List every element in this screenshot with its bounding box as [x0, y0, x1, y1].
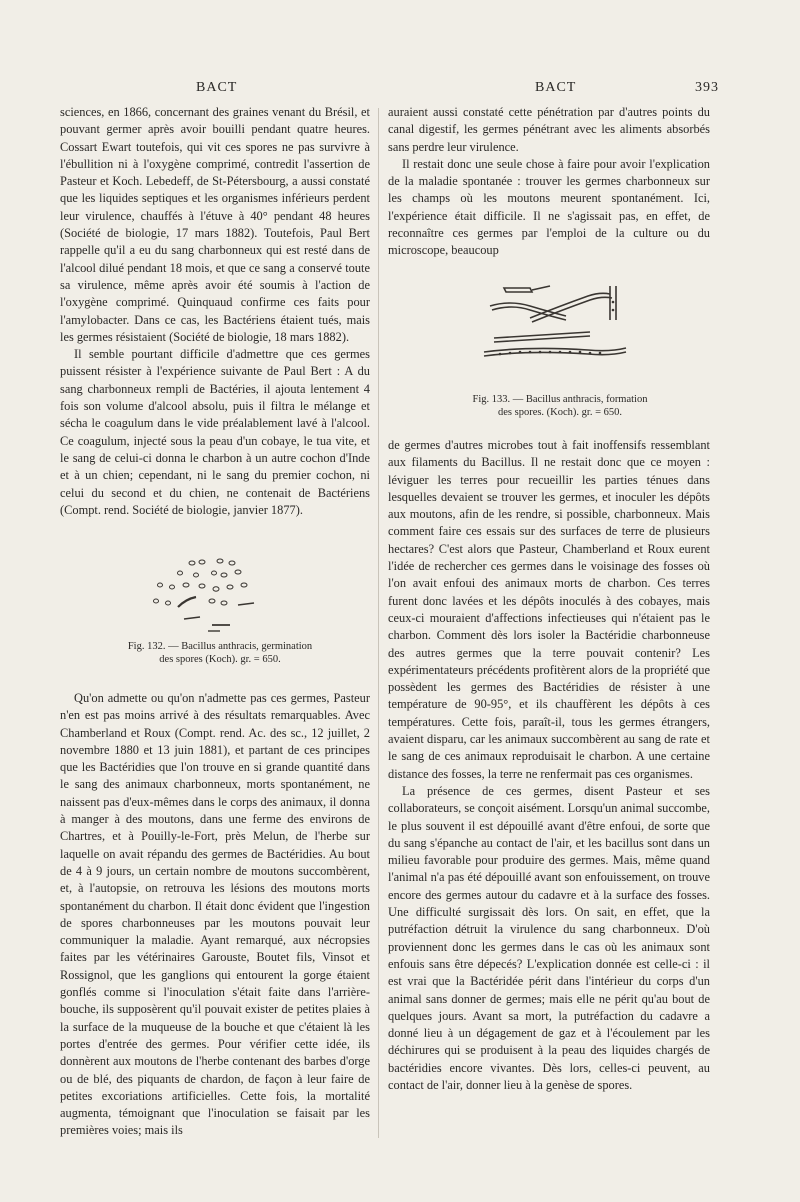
right-column-bottom — [388, 437, 710, 1094]
right-paragraph-4: La présence de ces germes, disent Pasteur et ses collaborateurs, se conçoit aisément. Lorsqu'un animal succombe, le plus souvent il est dépouillé avant d'être enfoui, de sorte que du sang s'épanche au contact de l'air, et les bacillus sont dans un milieu favorable pour produire des germes. Mais, même quand l'animal n'a pas été dépouillé avant son enfouissement, on trouve encore des germes autour du cadavre et à la surface des fosses. Une difficulté surgissait dès lors. On sait, en effet, que la putréfaction détruit la virulence du sang charbonneux. D'où proviennent donc les germes dans le cas où les animaux sont enfouis sans être dépecés? L'explication donnée est celle-ci : il est vrai que la Bactéridée périt dans l'intérieur du corps d'un animal sans donner de germes; mais elle ne périt qu'au bout de quelques jours. Avant sa mort, la putréfaction du cadavre a donné lieu à un dégagement de gaz et à l'écoulement par les déchirures qui se produisent à la peau des liquides chargés de bactéridies encore vivantes. Dès lors, celles-ci peuvent, au contact de l'air, donner lieu à la genèse de spores. — [388, 783, 710, 1092]
spore-formation-illustration — [470, 276, 650, 388]
left-column-bottom — [60, 690, 370, 1140]
right-paragraph-1: auraient aussi constaté cette pénétration par d'autres points du canal digestif, les germes pénétrant avec les aliments absorbés sans perdre leur virulence. — [388, 105, 710, 154]
figure-132-caption: Fig. 132. — Bacillus anthracis, germination des spores (Koch). gr. = 650. — [127, 641, 313, 665]
left-column-top — [60, 104, 370, 519]
figure-132 — [120, 555, 320, 666]
running-head-left: BACT — [196, 80, 238, 95]
page-number: 393 — [695, 80, 719, 95]
column-divider — [378, 108, 379, 1138]
figure-133 — [470, 276, 650, 419]
right-paragraph-2: Il restait donc une seule chose à faire pour avoir l'explication de la maladie spontanée : trouver les germes charbonneux sur les champs où les moutons meurent spontanément. Ici, l'expérience était difficile. Il ne s'agissait pas, en effet, de reconnaître ces germes par l'emploi de la culture ou du microscope, beaucoup — [388, 156, 710, 258]
right-paragraph-3: de germes d'autres microbes tout à fait inoffensifs ressemblant aux filaments du Bacillus. Il ne restait donc que ce moyen : léviguer les terres pour recueillir les parties ténues dans lesquelles devaient se trouver les germes, et inoculer les dépôts aux moutons, afin de les rendre, si possible, charbonneux. Mais comment faire ces essais sur des surfaces de terre de plusieurs hectares? C'est alors que Pasteur, Chamberland et Roux eurent l'idée de rechercher ces germes dans le voisinage des fosses où l'on avait enfoui des animaux morts de charbon. Ces terres furent donc lavées et les dépôts inoculés à des cobayes, mais ceux-ci mouraient d'affections infectieuses qui n'étaient pas le charbon. Comment dès lors isoler la Bactéridie charbonneuse des autres germes que la terre pouvait contenir? Les expérimentateurs précédents profitèrent alors de la propriété que possèdent les germes des Bactéridies de résister à une température de 90-95°, et ils chauffèrent les dépôts à ces températures. Cette fois, paraît-il, tous les germes étrangers, avaient disparu, car les animaux succombèrent au sang de rate et le sang de ces animaux reproduisait le charbon. A une certaine distance des fosses, la terre ne renfermait pas ces organismes. — [388, 438, 710, 781]
figure-133-caption: Fig. 133. — Bacillus anthracis, formation des spores. (Koch). gr. = 650. — [472, 394, 648, 418]
spore-germination-illustration — [120, 555, 320, 635]
left-paragraph-3: Qu'on admette ou qu'on n'admette pas ces germes, Pasteur n'en est pas moins arrivé à des résultats remarquables. Avec Chamberland et Roux (Compt. rend. Ac. des sc., 12 juillet, 2 novembre 1880 et 13 juin 1881), et partant de ces principes que les Bactéridies que l'on trouve en si grande quantité dans le sang des animaux charbonneux, morts spontanément, ne naissent pas d'eux-mêmes dans le corps des animaux, il donna à manger à des moutons, dans une ferme des environs de Chartres, et à Pouilly-le-Fort, près Melun, de l'herbe sur laquelle on avait répandu des germes de Bactéridies. Au bout de 4 à 9 jours, un certain nombre de moutons succombèrent, et, à l'autopsie, on retrouva les lésions des moutons morts spontanément du charbon. Il était donc évident que l'ingestion de spores charbonneuses par les moutons pouvait leur communiquer la maladie. Ayant remarqué, aux nécropsies faites par les vétérinaires Garouste, Boutet fils, Vinsot et Rossignol, que les ganglions qui entourent la gorge étaient gonflés comme si l'inoculation s'était faite dans l'arrière-bouche, ils supposèrent qu'il pouvait exister de petites plaies à la surface de la muqueuse de la bouche et que c'étaient là les portes d'entrée des germes. Pour vérifier cette idée, ils donnèrent aux moutons de l'herbe contenant des barbes d'orge ou de blé, des piquants de chardon, de façon à leur faire de petites excoriations artificielles. Cette fois, la mortalité augmenta, témoignant que l'inoculation se faisait par les premières voies; mais ils — [60, 691, 370, 1138]
left-paragraph-1: sciences, en 1866, concernant des graines venant du Brésil, et pouvant germer après avoir bouilli pendant quatre heures. Cossart Ewart toutefois, qui vit ces spores ne pas survivre à l'ébullition ni à l'oxygène comprimé, contredit l'assertion de Pasteur et Koch. Lebedeff, de St-Pétersbourg, a aussi constaté que les liquides septiques et les organismes inférieurs perdent leur virulence, chauffés à l'étuve à 40° pendant 48 heures (Société de biologie, 17 mars 1882). Toutefois, Paul Bert rappelle qu'il a eu du sang charbonneux qui est resté dans de l'alcool dilué pendant 18 mois, et que ce sang a conservé toute sa virulence, même après avoir été soumis à l'action de l'oxygène comprimé. Quinquaud confirme ces faits pour l'amylobacter. Dans ce cas, les Bactériens étaient tués, mais les germes résistaient (Société de biologie, 18 mars 1882). — [60, 105, 370, 344]
running-head-right: BACT — [535, 80, 577, 95]
left-paragraph-2: Il semble pourtant difficile d'admettre que ces germes puissent résister à l'expérience suivante de Paul Bert : A du sang charbonneux rempli de Bactéries, il ajouta lentement 4 fois son volume d'alcool absolu, puis il filtra le mélange et sécha le coagulum dans le vide préalablement lavé à l'alcool. Ce coagulum, injecté sous la peau d'un cobaye, le tua vite, et le sang de celui-ci donna le charbon à un autre cochon d'Inde et à un chien; cependant, ni le sang du premier cochon, ni celui du second et du chien, ne contenait de Bactériens (Compt. rend. Société de biologie, janvier 1877). — [60, 347, 370, 517]
right-column-top — [388, 104, 710, 260]
